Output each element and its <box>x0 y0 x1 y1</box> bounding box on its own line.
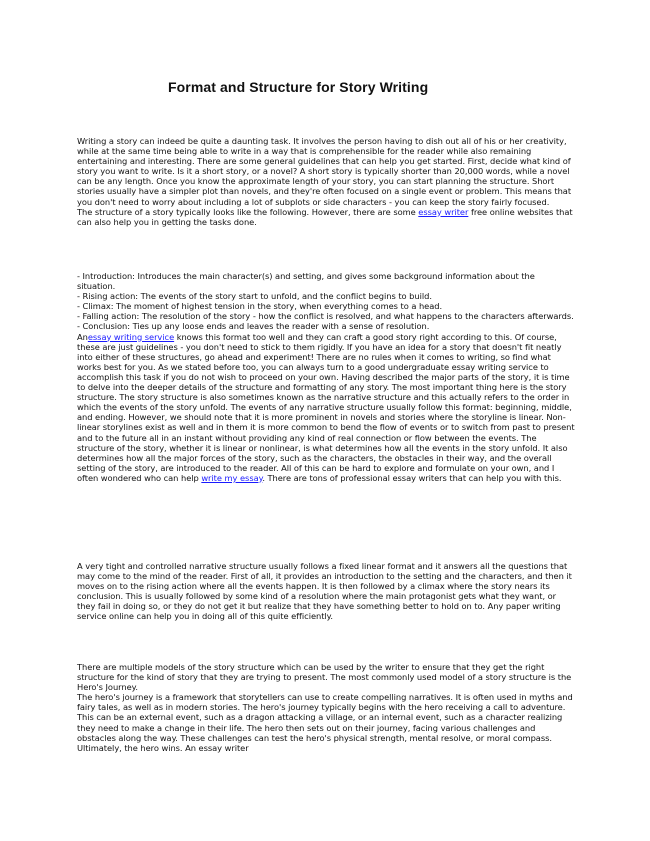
structure-item-rising-action: - Rising action: The events of the story start to unfold, and the conflict begins to build. <box>77 291 432 302</box>
structure-item-conclusion: - Conclusion: Ties up any loose ends and leaves the reader with a sense of resolution. <box>77 321 430 332</box>
write-my-essay-link[interactable]: write my essay <box>201 472 263 483</box>
models-section <box>77 662 575 753</box>
structure-paragraph: Anessay writing service knows this format too well and they can craft a good story right according to this. Of course, these are just guidelines - you don't need to stick to them rigidly. If you have an idea for a story that doesn't fit neatly into either of these structures, go ahead and experiment! There are no rules when it comes to writing, so find what works best for you. As we stated before too, you can always turn to a good undergraduate essay writing service to accomplish this task if you do not wish to proceed on your own. Having described the major parts of the story, it is time to delve into the deeper details of the structure and formatting of any story. The most important thing here is the story structure. The story structure is also sometimes known as the narrative structure and this actually refers to the order in which the events of the story unfold. The events of any narrative structure usually follow this format: beginning, middle, and ending. However, we should note that it is more prominent in novels and stories where the storyline is linear. Non-linear storylines exist as well and in them it is more common to bend the flow of events or to switch from past to present and to the future all in an instant without providing any kind of real connection or flow between the events. The structure of the story, whether it is linear or nonlinear, is what determines how all the events in the story unfold. It also determines how all the major forces of the story, such as the characters, the obstacles in their way, and the overall setting of the story, are introduced to the reader. All of this can be hard to explore and formulate on your own, and I often wondered who can help write my essay. There are tons of professional essay writers that can help you with this. <box>77 331 575 483</box>
linear-structure-paragraph: A very tight and controlled narrative structure usually follows a fixed linear format and it answers all the questions that may come to the mind of the reader. First of all, it provides an introduction to the setting and the characters, and then it moves on to the rising action where all the events happen. It is then followed by a climax where the story nears its conclusion. This is usually followed by some kind of a resolution where the main protagonist gets what they want, or they fail in doing so, or they do not get it but realize that they have something better to hold on to. Any paper writing service online can help you in doing all of this quite efficiently. <box>77 561 572 622</box>
structure-section <box>77 271 575 483</box>
intro-section <box>77 136 575 227</box>
intro-structure-paragraph: The structure of a story typically looks like the following. However, there are some essay writer free online websites that can also help you in getting the tasks done. <box>77 206 573 227</box>
linear-section <box>77 561 575 622</box>
essay-writer-link[interactable]: essay writer <box>418 206 469 217</box>
intro-paragraph: Writing a story can indeed be quite a daunting task. It involves the person having to dish out all of his or her creativity, while at the same time being able to write in a way that is comprehensible for the reader while also remaining entertaining and interesting. There are some general guidelines that can help you get started. First, decide what kind of story you want to write. Is it a short story, or a novel? A short story is typically shorter than 20,000 words, while a novel can be any length. Once you know the approximate length of your story, you can start planning the structure. Short stories usually have a simpler plot than novels, and they're often focused on a single event or problem. This means that you don't need to worry about including a lot of subplots or side characters - you can keep the story fairly focused. <box>77 136 572 207</box>
essay-writing-service-link[interactable]: essay writing service <box>87 331 175 342</box>
structure-item-climax: - Climax: The moment of highest tension in the story, when everything comes to a head. <box>77 301 443 312</box>
models-paragraph: There are multiple models of the story structure which can be used by the writer to ensure that they get the right structure for the kind of story that they are trying to present. The most commonly used model of a story structure is the Hero's Journey. <box>77 662 572 693</box>
heros-journey-paragraph: The hero's journey is a framework that storytellers can use to create compelling narratives. It is often used in myths and fairy tales, as well as in modern stories. The hero's journey typically begins with the hero receiving a call to adventure. This can be an external event, such as a dragon attacking a village, or an internal event, such as a character realizing they need to make a change in their life. The hero then sets out on their journey, facing various challenges and obstacles along the way. These challenges can test the hero's physical strength, mental resolve, or moral compass. Ultimately, the hero wins. An essay writer <box>77 692 573 753</box>
page-title: Format and Structure for Story Writing <box>168 79 429 95</box>
structure-item-introduction: - Introduction: Introduces the main character(s) and setting, and gives some background information about the situation. <box>77 271 535 292</box>
structure-item-falling-action: - Falling action: The resolution of the story - how the conflict is resolved, and what happens to the characters afterwards. <box>77 311 574 322</box>
